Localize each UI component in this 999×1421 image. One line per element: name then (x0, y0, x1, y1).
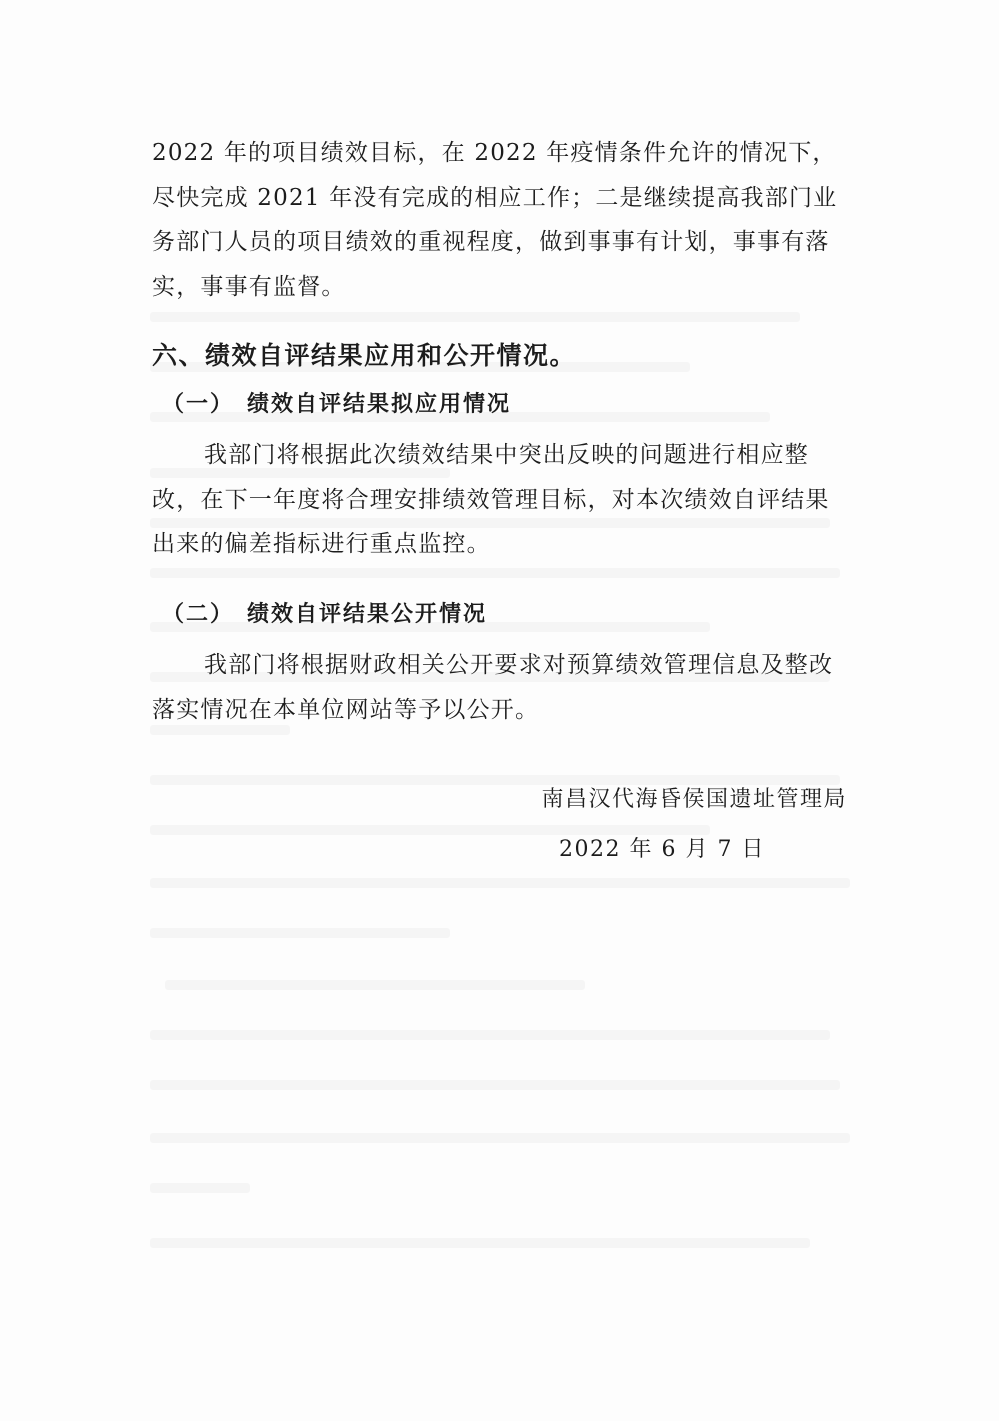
bleed-through-mark (150, 1133, 850, 1143)
bleed-through-mark (150, 312, 800, 322)
bleed-through-mark (150, 568, 840, 578)
subsection-1-heading: （一） 绩效自评结果拟应用情况 (162, 391, 512, 417)
bleed-through-mark (150, 928, 450, 938)
issue-date: 2022 年 6 月 7 日 (559, 837, 765, 862)
section-6-heading: 六、绩效自评结果应用和公开情况。 (152, 341, 577, 370)
bleed-through-mark (150, 1183, 250, 1193)
bleed-through-mark (165, 980, 585, 990)
issuing-organization: 南昌汉代海昏侯国遗址管理局 (541, 787, 847, 812)
subsection-2-heading: （二） 绩效自评结果公开情况 (162, 601, 488, 627)
bleed-through-mark (150, 1080, 840, 1090)
subsection-1-body: 我部门将根据此次绩效结果中突出反映的问题进行相应整改，在下一年度将合理安排绩效管理目标，对本次绩效自评结果出来的偏差指标进行重点监控。 (152, 442, 830, 557)
bleed-through-mark (150, 1238, 810, 1248)
subsection-2-body: 我部门将根据财政相关公开要求对预算绩效管理信息及整改落实情况在本单位网站等予以公开。 (152, 652, 834, 723)
bleed-through-mark (150, 1030, 830, 1040)
bleed-through-mark (150, 878, 850, 888)
intro-paragraph: 2022 年的项目绩效目标，在 2022 年疫情条件允许的情况下，尽快完成 2021 年没有完成的相应工作；二是继续提高我部门业务部门人员的项目绩效的重视程度，做到事事有计划，事事有落实，事事有监督。 (152, 140, 838, 300)
